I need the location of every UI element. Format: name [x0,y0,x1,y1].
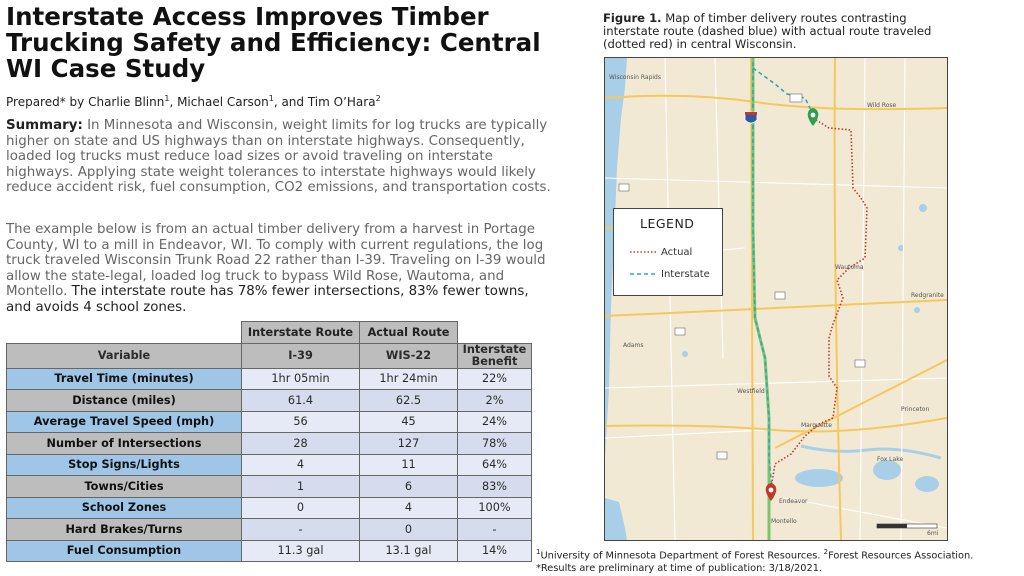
row-label: Average Travel Speed (mph) [7,411,242,433]
map-canvas [605,58,947,540]
fox-lake-water [873,460,901,480]
map-legend [613,208,723,296]
cell-actual: 13.1 gal [360,540,458,562]
column-header-benefit: Interstate Benefit [458,343,532,368]
fox-river [801,446,941,458]
cell-actual: 6 [360,476,458,498]
affiliation-mark: 2 [375,94,381,103]
legend-item-actual [630,247,692,258]
cell-benefit: - [458,519,532,541]
legend-label-interstate: Interstate [661,269,710,280]
cell-actual: 1hr 24min [360,368,458,390]
affiliation-mark: 1 [164,94,170,103]
table-row [7,540,532,562]
end-marker-pin-icon [766,483,777,501]
cell-interstate: 28 [242,433,360,455]
dotted-red-line-icon [630,249,658,255]
table-row [7,368,532,390]
row-label: Number of Intersections [7,433,242,455]
interstate-shield-icon [745,112,757,123]
place-label: Redgranite [911,292,944,299]
column-header-i39: I-39 [242,343,360,368]
table-row [7,454,532,476]
place-label: Fox Lake [877,456,904,463]
authors-line [6,94,381,109]
cell-benefit: 2% [458,390,532,412]
place-label: Marquette [801,422,832,429]
table-row [7,390,532,412]
cell-interstate: 61.4 [242,390,360,412]
row-label: Distance (miles) [7,390,242,412]
footnote-mark: 1 [536,548,541,556]
place-label: Montello [771,518,797,525]
table-header-row [7,343,532,368]
legend-title: LEGEND [640,216,695,231]
table-row [7,497,532,519]
cell-interstate: - [242,519,360,541]
table-corner [7,322,242,344]
cell-actual: 62.5 [360,390,458,412]
group-header-interstate: Interstate Route [242,322,360,344]
cell-interstate: 1hr 05min [242,368,360,390]
place-label: Endeavor [779,498,808,505]
place-label: Princeton [901,406,930,413]
cell-actual: 4 [360,497,458,519]
small-lake [914,307,920,313]
cell-benefit: 64% [458,454,532,476]
row-label: Towns/Cities [7,476,242,498]
example-text: The example below is from an actual timber delivery from a harvest in Portage County, WI to a mill in Endeavor, WI. To comply with current regulations, the log truck traveled Wisconsin Trunk Road 22 rather than I-39. Traveling on I-39 would allow the state-legal, loaded log truck to bypass Wild Rose, Wautoma, and Montello. [6,222,546,300]
row-label: School Zones [7,497,242,519]
lake-water [915,476,939,492]
table-row [7,476,532,498]
row-label: Stop Signs/Lights [7,454,242,476]
table-row [7,519,532,541]
author-name: Tim O’Hara [307,95,376,109]
author-name: Charlie Blinn [88,95,165,109]
figure-label: Figure 1. [603,11,662,25]
cell-actual: 127 [360,433,458,455]
footnotes [536,546,1022,575]
actual-route-line [771,118,867,488]
table-group-header-row [7,322,532,344]
cell-interstate: 11.3 gal [242,540,360,562]
authors-prefix: Prepared* by [6,95,85,109]
table-row [7,433,532,455]
author-separator: , [169,95,178,109]
cell-interstate: 1 [242,476,360,498]
figure-caption-text: Map of timber delivery routes contrasting interstate route (dashed blue) with actual route traveled (dotted red) in central Wisconsin. [603,11,932,52]
place-label: Wisconsin Rapids [609,74,661,81]
cell-interstate: 56 [242,411,360,433]
row-label: Fuel Consumption [7,540,242,562]
footnote-affiliations [536,546,1022,563]
author-name: Michael Carson [177,95,269,109]
row-label: Travel Time (minutes) [7,368,242,390]
cell-actual: 45 [360,411,458,433]
cell-benefit: 24% [458,411,532,433]
cell-benefit: 78% [458,433,532,455]
group-header-actual: Actual Route [360,322,458,344]
footnote-text: University of Minnesota Department of Forest Resources. [540,550,824,562]
table-corner [458,322,532,344]
footnote-preliminary: *Results are preliminary at time of publication: 3/18/2021. [536,562,823,574]
lake-water [605,498,627,540]
small-lake [919,204,927,212]
table-row [7,411,532,433]
place-label: Westfield [737,388,765,395]
cell-actual: 0 [360,519,458,541]
author-separator: , and [273,95,308,109]
summary-label: Summary: [6,118,83,133]
place-label: Adams [623,342,644,349]
cell-benefit: 83% [458,476,532,498]
interstate-i39-road [753,58,769,540]
cell-interstate: 4 [242,454,360,476]
cell-benefit: 22% [458,368,532,390]
footnote-text: Forest Resources Association. [828,550,974,562]
column-header-wis22: WIS-22 [360,343,458,368]
cell-benefit: 100% [458,497,532,519]
place-label: Wautoma [835,264,864,271]
row-label: Hard Brakes/Turns [7,519,242,541]
scale-label: 6mi [927,530,939,537]
figure-caption [603,12,963,52]
affiliation-mark: 1 [268,94,274,103]
cell-benefit: 14% [458,540,532,562]
scale-bar [877,524,937,528]
route-map [604,57,948,541]
results-table [6,321,532,562]
start-marker-pin-icon [808,108,819,126]
poster-title: Interstate Access Improves Timber Trucking Safety and Efficiency: Central WI Case Study [6,2,541,83]
summary-text: In Minnesota and Wisconsin, weight limits for log trucks are typically higher on state and US highways than on interstate highways. Consequently, loaded log trucks must reduce load sizes or avoid traveling on interstate highways. Applying state weight tolerances to interstate highways would likely reduce accident risk, fuel consumption, CO2 emissions, and transportation costs. [6,118,551,196]
summary-paragraph [6,118,558,196]
column-header-variable: Variable [7,343,242,368]
legend-item-interstate [630,269,710,280]
footnote-mark: 2 [823,548,829,556]
small-lake [682,351,688,357]
example-paragraph [6,222,558,316]
legend-label-actual: Actual [661,247,693,258]
cell-interstate: 0 [242,497,360,519]
cell-actual: 11 [360,454,458,476]
place-label: Wild Rose [867,102,897,109]
example-highlight: The interstate route has 78% fewer intersections, 83% fewer towns, and avoids 4 school zones. [6,284,529,315]
dashed-blue-line-icon [630,271,658,277]
buffalo-lake-water [795,469,843,487]
